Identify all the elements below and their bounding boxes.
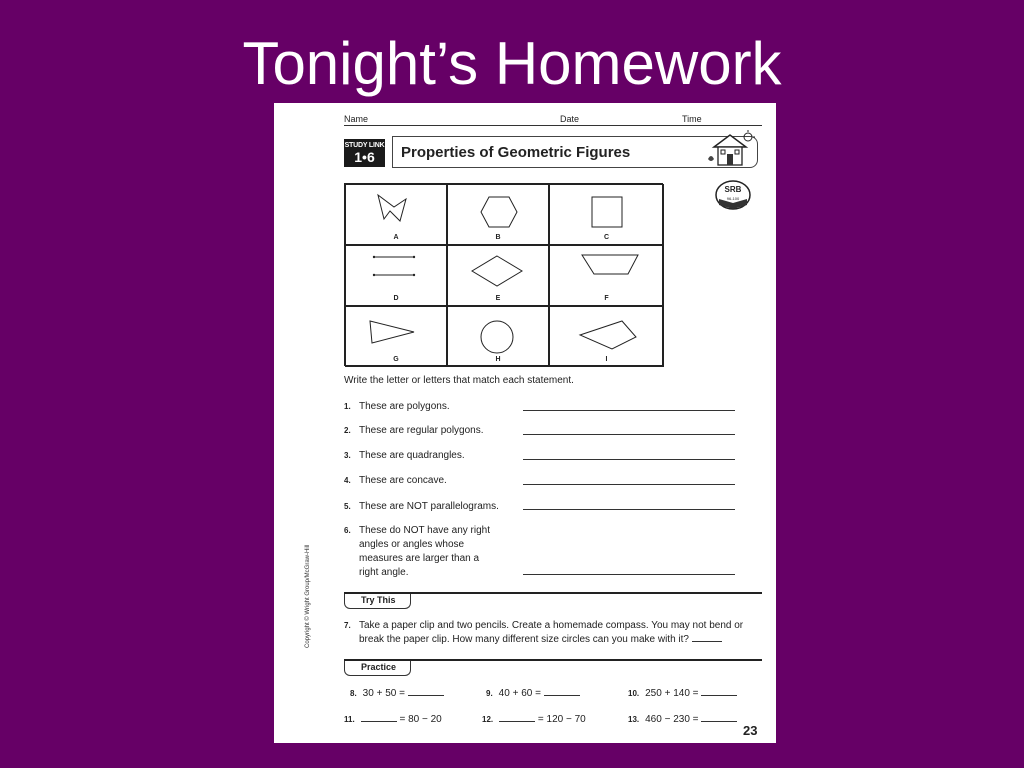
shape-cell-b <box>447 184 549 245</box>
question-text: These are NOT parallelograms. <box>359 501 499 512</box>
worksheet-page <box>274 103 776 743</box>
shape-grid <box>344 183 663 366</box>
question-5 <box>344 501 499 512</box>
srb-label: SRB <box>724 185 742 194</box>
question-4 <box>344 475 447 486</box>
practice-expression: 460 − 230 = <box>645 714 699 725</box>
shape-cell-h <box>447 306 549 367</box>
practice-number: 13. <box>628 715 640 724</box>
slide-title: Tonight’s Homework <box>242 30 782 97</box>
question-6 <box>344 524 499 580</box>
badge-line1: STUDY LINK <box>344 142 385 149</box>
practice-item-13 <box>628 712 737 725</box>
shape-label: I <box>605 356 608 363</box>
worksheet-title-box <box>392 136 758 168</box>
shape-cell-d <box>345 245 447 306</box>
shape-label: C <box>603 234 610 241</box>
practice-number: 10. <box>628 689 640 698</box>
answer-blank-8[interactable] <box>408 686 444 696</box>
answer-line-2[interactable] <box>523 434 735 435</box>
shape-cell-c <box>549 184 664 245</box>
shape-label: E <box>495 295 501 302</box>
question-number: 3. <box>344 451 351 460</box>
time-label: Time <box>682 114 702 124</box>
practice-expression: 30 + 50 = <box>362 688 405 699</box>
question-number: 2. <box>344 426 351 435</box>
instructions-text: Write the letter or letters that match each statement. <box>344 375 574 386</box>
practice-expression: 250 + 140 = <box>645 688 699 699</box>
house-icon <box>706 129 756 169</box>
answer-blank-12[interactable] <box>499 712 535 722</box>
shape-label: G <box>393 356 399 363</box>
question-number: 7. <box>344 621 351 630</box>
practice-tab: Practice <box>344 661 411 676</box>
shape-label: B <box>495 234 501 241</box>
answer-blank-10[interactable] <box>701 686 737 696</box>
srb-book-icon <box>714 179 752 211</box>
date-label: Date <box>560 114 580 124</box>
shape-cell-f <box>549 245 664 306</box>
answer-line-1[interactable] <box>523 410 735 411</box>
answer-line-6[interactable] <box>523 574 735 575</box>
shape-label: A <box>393 234 399 241</box>
shape-label: D <box>393 295 399 302</box>
question-text: These are regular polygons. <box>359 425 484 436</box>
shape-cell-g <box>345 306 447 367</box>
answer-line-3[interactable] <box>523 459 735 460</box>
question-text: These are polygons. <box>359 401 450 412</box>
try-this-tab: Try This <box>344 594 411 609</box>
practice-number: 11. <box>344 715 355 724</box>
practice-expression: = 80 − 20 <box>399 714 442 725</box>
question-text: These are concave. <box>359 475 447 486</box>
practice-number: 12. <box>482 715 494 724</box>
shape-label: F <box>604 295 609 302</box>
question-text <box>359 619 764 646</box>
question-1 <box>344 401 450 412</box>
answer-blank-9[interactable] <box>544 686 580 696</box>
try-this-text: Take a paper clip and two pencils. Create a homemade compass. You may not bend or break the paper clip. How many different size circles can you make with it? <box>359 620 744 645</box>
question-number: 1. <box>344 402 351 411</box>
question-number: 5. <box>344 502 351 511</box>
practice-item-9 <box>486 686 580 699</box>
worksheet-title: Properties of Geometric Figures <box>401 144 631 161</box>
practice-expression: 40 + 60 = <box>498 688 541 699</box>
answer-blank-11[interactable] <box>361 712 397 722</box>
study-link-badge <box>344 139 385 167</box>
question-text: These are quadrangles. <box>359 450 465 461</box>
shape-cell-i <box>549 306 664 367</box>
practice-item-12 <box>482 712 586 725</box>
practice-item-11 <box>344 712 442 725</box>
question-text: These do NOT have any right angles or angles whose measures are larger than a right angle. <box>359 525 490 578</box>
srb-pages: 96-100 <box>726 196 740 201</box>
answer-line-4[interactable] <box>523 484 735 485</box>
name-label: Name <box>344 114 369 124</box>
answer-blank-13[interactable] <box>701 712 737 722</box>
answer-line-5[interactable] <box>523 509 735 510</box>
shape-cell-a <box>345 184 447 245</box>
practice-item-10 <box>628 686 737 699</box>
header-rule <box>344 125 762 126</box>
badge-line2: 1•6 <box>354 149 375 165</box>
answer-blank-7[interactable] <box>692 632 722 642</box>
shape-cell-e <box>447 245 549 306</box>
practice-number: 9. <box>486 689 493 698</box>
shape-label: H <box>495 356 501 363</box>
question-3 <box>344 450 465 461</box>
question-2 <box>344 425 484 436</box>
copyright-text: Copyright © Wright Group/McGraw-Hill <box>305 544 311 648</box>
question-7 <box>344 619 764 646</box>
question-number: 4. <box>344 476 351 485</box>
question-number: 6. <box>344 526 351 535</box>
practice-expression: = 120 − 70 <box>537 714 586 725</box>
practice-item-8 <box>350 686 444 699</box>
page-number: 23 <box>743 723 758 738</box>
practice-number: 8. <box>350 689 357 698</box>
